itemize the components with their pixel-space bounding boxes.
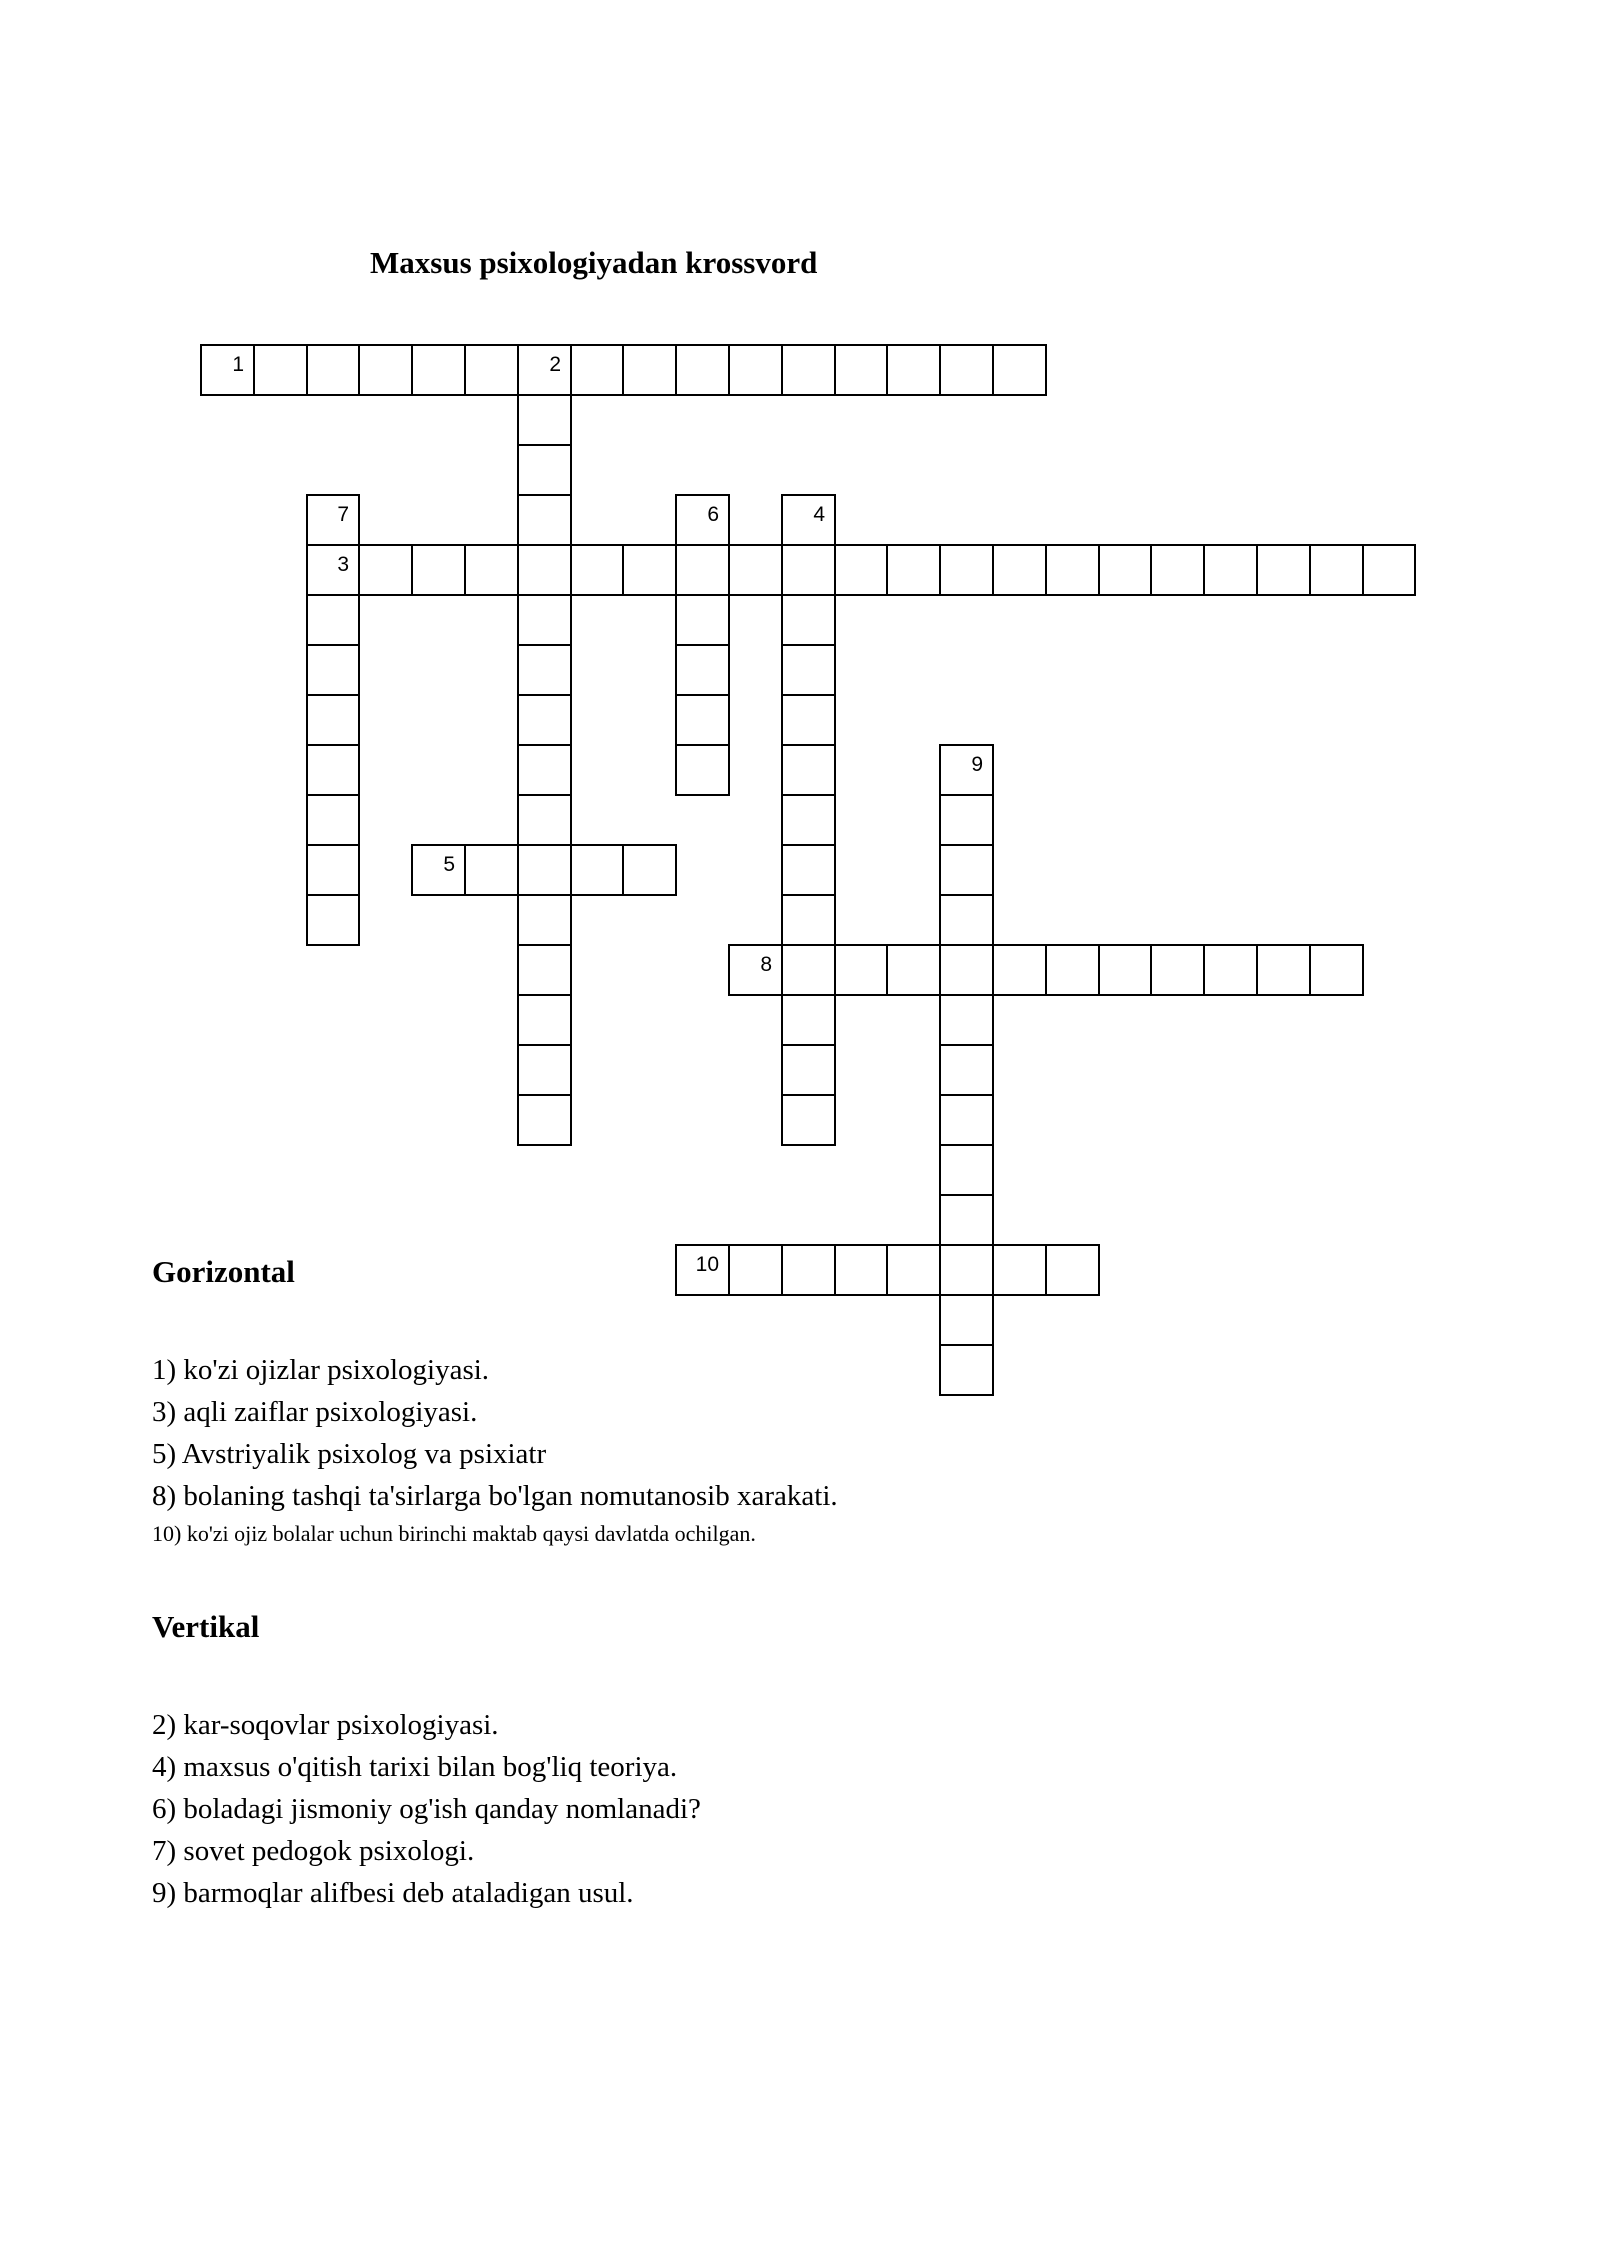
clue-down-6: 6) boladagi jismoniy og'ish qanday nomlanadi? <box>152 1793 701 1825</box>
crossword-cell[interactable] <box>517 694 572 746</box>
crossword-cell[interactable] <box>939 1344 994 1396</box>
crossword-cell[interactable] <box>834 544 888 596</box>
crossword-cell[interactable] <box>306 844 360 896</box>
crossword-cell[interactable] <box>306 344 360 396</box>
clue-down-4: 4) maxsus o'qitish tarixi bilan bog'liq teoriya. <box>152 1751 678 1783</box>
crossword-cell[interactable] <box>939 1194 994 1246</box>
crossword-cell[interactable] <box>781 894 836 946</box>
clue-across-10: 10) ko'zi ojiz bolalar uchun birinchi maktab qaysi davlatda ochilgan. <box>152 1521 756 1546</box>
page-title: Maxsus psixologiyadan krossvord <box>370 245 818 280</box>
crossword-cell[interactable] <box>517 944 572 996</box>
crossword-cell[interactable] <box>834 1244 888 1296</box>
crossword-cell[interactable] <box>517 594 572 646</box>
crossword-cell[interactable] <box>781 694 836 746</box>
crossword-cell[interactable] <box>622 544 677 596</box>
crossword-cell[interactable] <box>886 1244 941 1296</box>
clue-across-1: 1) ko'zi ojizlar psixologiyasi. <box>152 1354 490 1386</box>
clue-down-2: 2) kar-soqovlar psixologiyasi. <box>152 1709 499 1741</box>
clue-number: 2 <box>549 353 561 376</box>
crossword-cell[interactable] <box>781 1044 836 1096</box>
crossword-cell[interactable] <box>622 844 677 896</box>
clue-number: 4 <box>813 503 825 526</box>
clue-down-7: 7) sovet pedogok psixologi. <box>152 1835 475 1867</box>
crossword-cell[interactable] <box>781 844 836 896</box>
clue-number: 7 <box>337 503 349 526</box>
crossword-cell[interactable] <box>834 944 888 996</box>
crossword-cell[interactable] <box>411 544 466 596</box>
clue-across-3: 3) aqli zaiflar psixologiyasi. <box>152 1396 478 1428</box>
crossword-cell[interactable] <box>939 1094 994 1146</box>
crossword-cell[interactable] <box>834 344 888 396</box>
crossword-cell[interactable] <box>1150 944 1205 996</box>
crossword-cell[interactable] <box>306 894 360 946</box>
crossword-cell[interactable] <box>728 344 783 396</box>
crossword-cell[interactable] <box>1203 544 1258 596</box>
crossword-cell[interactable] <box>517 394 572 446</box>
crossword-cell[interactable] <box>517 644 572 696</box>
clue-down-9: 9) barmoqlar alifbesi deb ataladigan usul. <box>152 1877 634 1909</box>
crossword-cell[interactable] <box>781 344 836 396</box>
crossword-cell[interactable] <box>675 1244 730 1296</box>
crossword-cell[interactable] <box>306 794 360 846</box>
crossword-cell[interactable] <box>253 344 308 396</box>
crossword-cell[interactable] <box>517 1044 572 1096</box>
crossword-cell[interactable] <box>781 744 836 796</box>
crossword-cell[interactable] <box>517 544 572 596</box>
crossword-cell[interactable] <box>728 544 783 596</box>
crossword-cell[interactable] <box>411 344 466 396</box>
crossword-cell[interactable] <box>517 794 572 846</box>
crossword-cell[interactable] <box>411 844 466 896</box>
crossword-cell[interactable] <box>306 544 360 596</box>
crossword-cell[interactable] <box>781 544 836 596</box>
crossword-cell[interactable] <box>464 344 519 396</box>
crossword-cell[interactable] <box>781 944 836 996</box>
crossword-cell[interactable] <box>306 644 360 696</box>
crossword-cell[interactable] <box>675 694 730 746</box>
crossword-cell[interactable] <box>886 544 941 596</box>
crossword-cell[interactable] <box>358 544 413 596</box>
crossword-cell[interactable] <box>517 994 572 1046</box>
crossword-cell[interactable] <box>781 644 836 696</box>
crossword-cell[interactable] <box>1098 544 1152 596</box>
crossword-cell[interactable] <box>200 344 255 396</box>
crossword-cell[interactable] <box>622 344 677 396</box>
crossword-cell[interactable] <box>886 944 941 996</box>
crossword-cell[interactable] <box>306 744 360 796</box>
crossword-cell[interactable] <box>728 1244 783 1296</box>
crossword-cell[interactable] <box>675 494 730 546</box>
crossword-cell[interactable] <box>781 994 836 1046</box>
crossword-cell[interactable] <box>517 894 572 946</box>
clue-number: 3 <box>337 553 349 576</box>
crossword-cell[interactable] <box>517 744 572 796</box>
crossword-cell[interactable] <box>886 344 941 396</box>
crossword-cell[interactable] <box>675 344 730 396</box>
vertical-heading: Vertikal <box>152 1609 260 1644</box>
crossword-cell[interactable] <box>1045 1244 1100 1296</box>
crossword-cell[interactable] <box>939 1044 994 1096</box>
crossword-cell[interactable] <box>781 594 836 646</box>
crossword-cell[interactable] <box>939 344 994 396</box>
crossword-cell[interactable] <box>939 994 994 1046</box>
crossword-cell[interactable] <box>939 544 994 596</box>
crossword-cell[interactable] <box>939 1144 994 1196</box>
clue-number: 8 <box>760 953 772 976</box>
crossword-cell[interactable] <box>675 644 730 696</box>
crossword-cell[interactable] <box>464 844 519 896</box>
crossword-cell[interactable] <box>992 344 1047 396</box>
crossword-cell[interactable] <box>306 594 360 646</box>
clue-number: 10 <box>695 1253 719 1276</box>
crossword-cell[interactable] <box>781 794 836 846</box>
crossword-cell[interactable] <box>1256 544 1311 596</box>
crossword-cell[interactable] <box>517 1094 572 1146</box>
horizontal-heading: Gorizontal <box>152 1254 295 1289</box>
crossword-cell[interactable] <box>1150 544 1205 596</box>
crossword-cell[interactable] <box>517 494 572 546</box>
crossword-cell[interactable] <box>464 544 519 596</box>
crossword-cell[interactable] <box>781 1094 836 1146</box>
clue-number: 9 <box>971 753 983 776</box>
crossword-cell[interactable] <box>1256 944 1311 996</box>
crossword-cell[interactable] <box>306 694 360 746</box>
clue-number: 6 <box>707 503 719 526</box>
crossword-cell[interactable] <box>939 944 994 996</box>
crossword-cell[interactable] <box>1203 944 1258 996</box>
crossword-cell[interactable] <box>517 344 572 396</box>
crossword-cell[interactable] <box>992 944 1047 996</box>
crossword-cell[interactable] <box>939 1294 994 1346</box>
crossword-cell[interactable] <box>306 494 360 546</box>
crossword-cell[interactable] <box>517 444 572 496</box>
crossword-cell[interactable] <box>728 944 783 996</box>
crossword-cell[interactable] <box>1045 944 1100 996</box>
crossword-cell[interactable] <box>675 744 730 796</box>
crossword-cell[interactable] <box>781 1244 836 1296</box>
clue-across-5: 5) Avstriyalik psixolog va psixiatr <box>152 1438 547 1470</box>
crossword-cell[interactable] <box>675 544 730 596</box>
crossword-cell[interactable] <box>992 1244 1047 1296</box>
crossword-cell[interactable] <box>781 494 836 546</box>
crossword-cell[interactable] <box>939 794 994 846</box>
crossword-cell[interactable] <box>939 894 994 946</box>
crossword-cell[interactable] <box>939 844 994 896</box>
crossword-cell[interactable] <box>939 1244 994 1296</box>
clue-number: 5 <box>443 853 455 876</box>
crossword-cell[interactable] <box>1309 944 1364 996</box>
crossword-cell[interactable] <box>675 594 730 646</box>
crossword-cell[interactable] <box>992 544 1047 596</box>
crossword-cell[interactable] <box>1045 544 1100 596</box>
crossword-cell[interactable] <box>570 544 624 596</box>
clue-number: 1 <box>232 353 244 376</box>
crossword-cell[interactable] <box>1309 544 1364 596</box>
crossword-cell[interactable] <box>1362 544 1416 596</box>
crossword-cell[interactable] <box>570 344 624 396</box>
crossword-cell[interactable] <box>1098 944 1152 996</box>
crossword-cell[interactable] <box>517 844 572 896</box>
crossword-cell[interactable] <box>570 844 624 896</box>
clue-across-8: 8) bolaning tashqi ta'sirlarga bo'lgan nomutanosib xarakati. <box>152 1480 838 1512</box>
crossword-cell[interactable] <box>939 744 994 796</box>
crossword-cell[interactable] <box>358 344 413 396</box>
